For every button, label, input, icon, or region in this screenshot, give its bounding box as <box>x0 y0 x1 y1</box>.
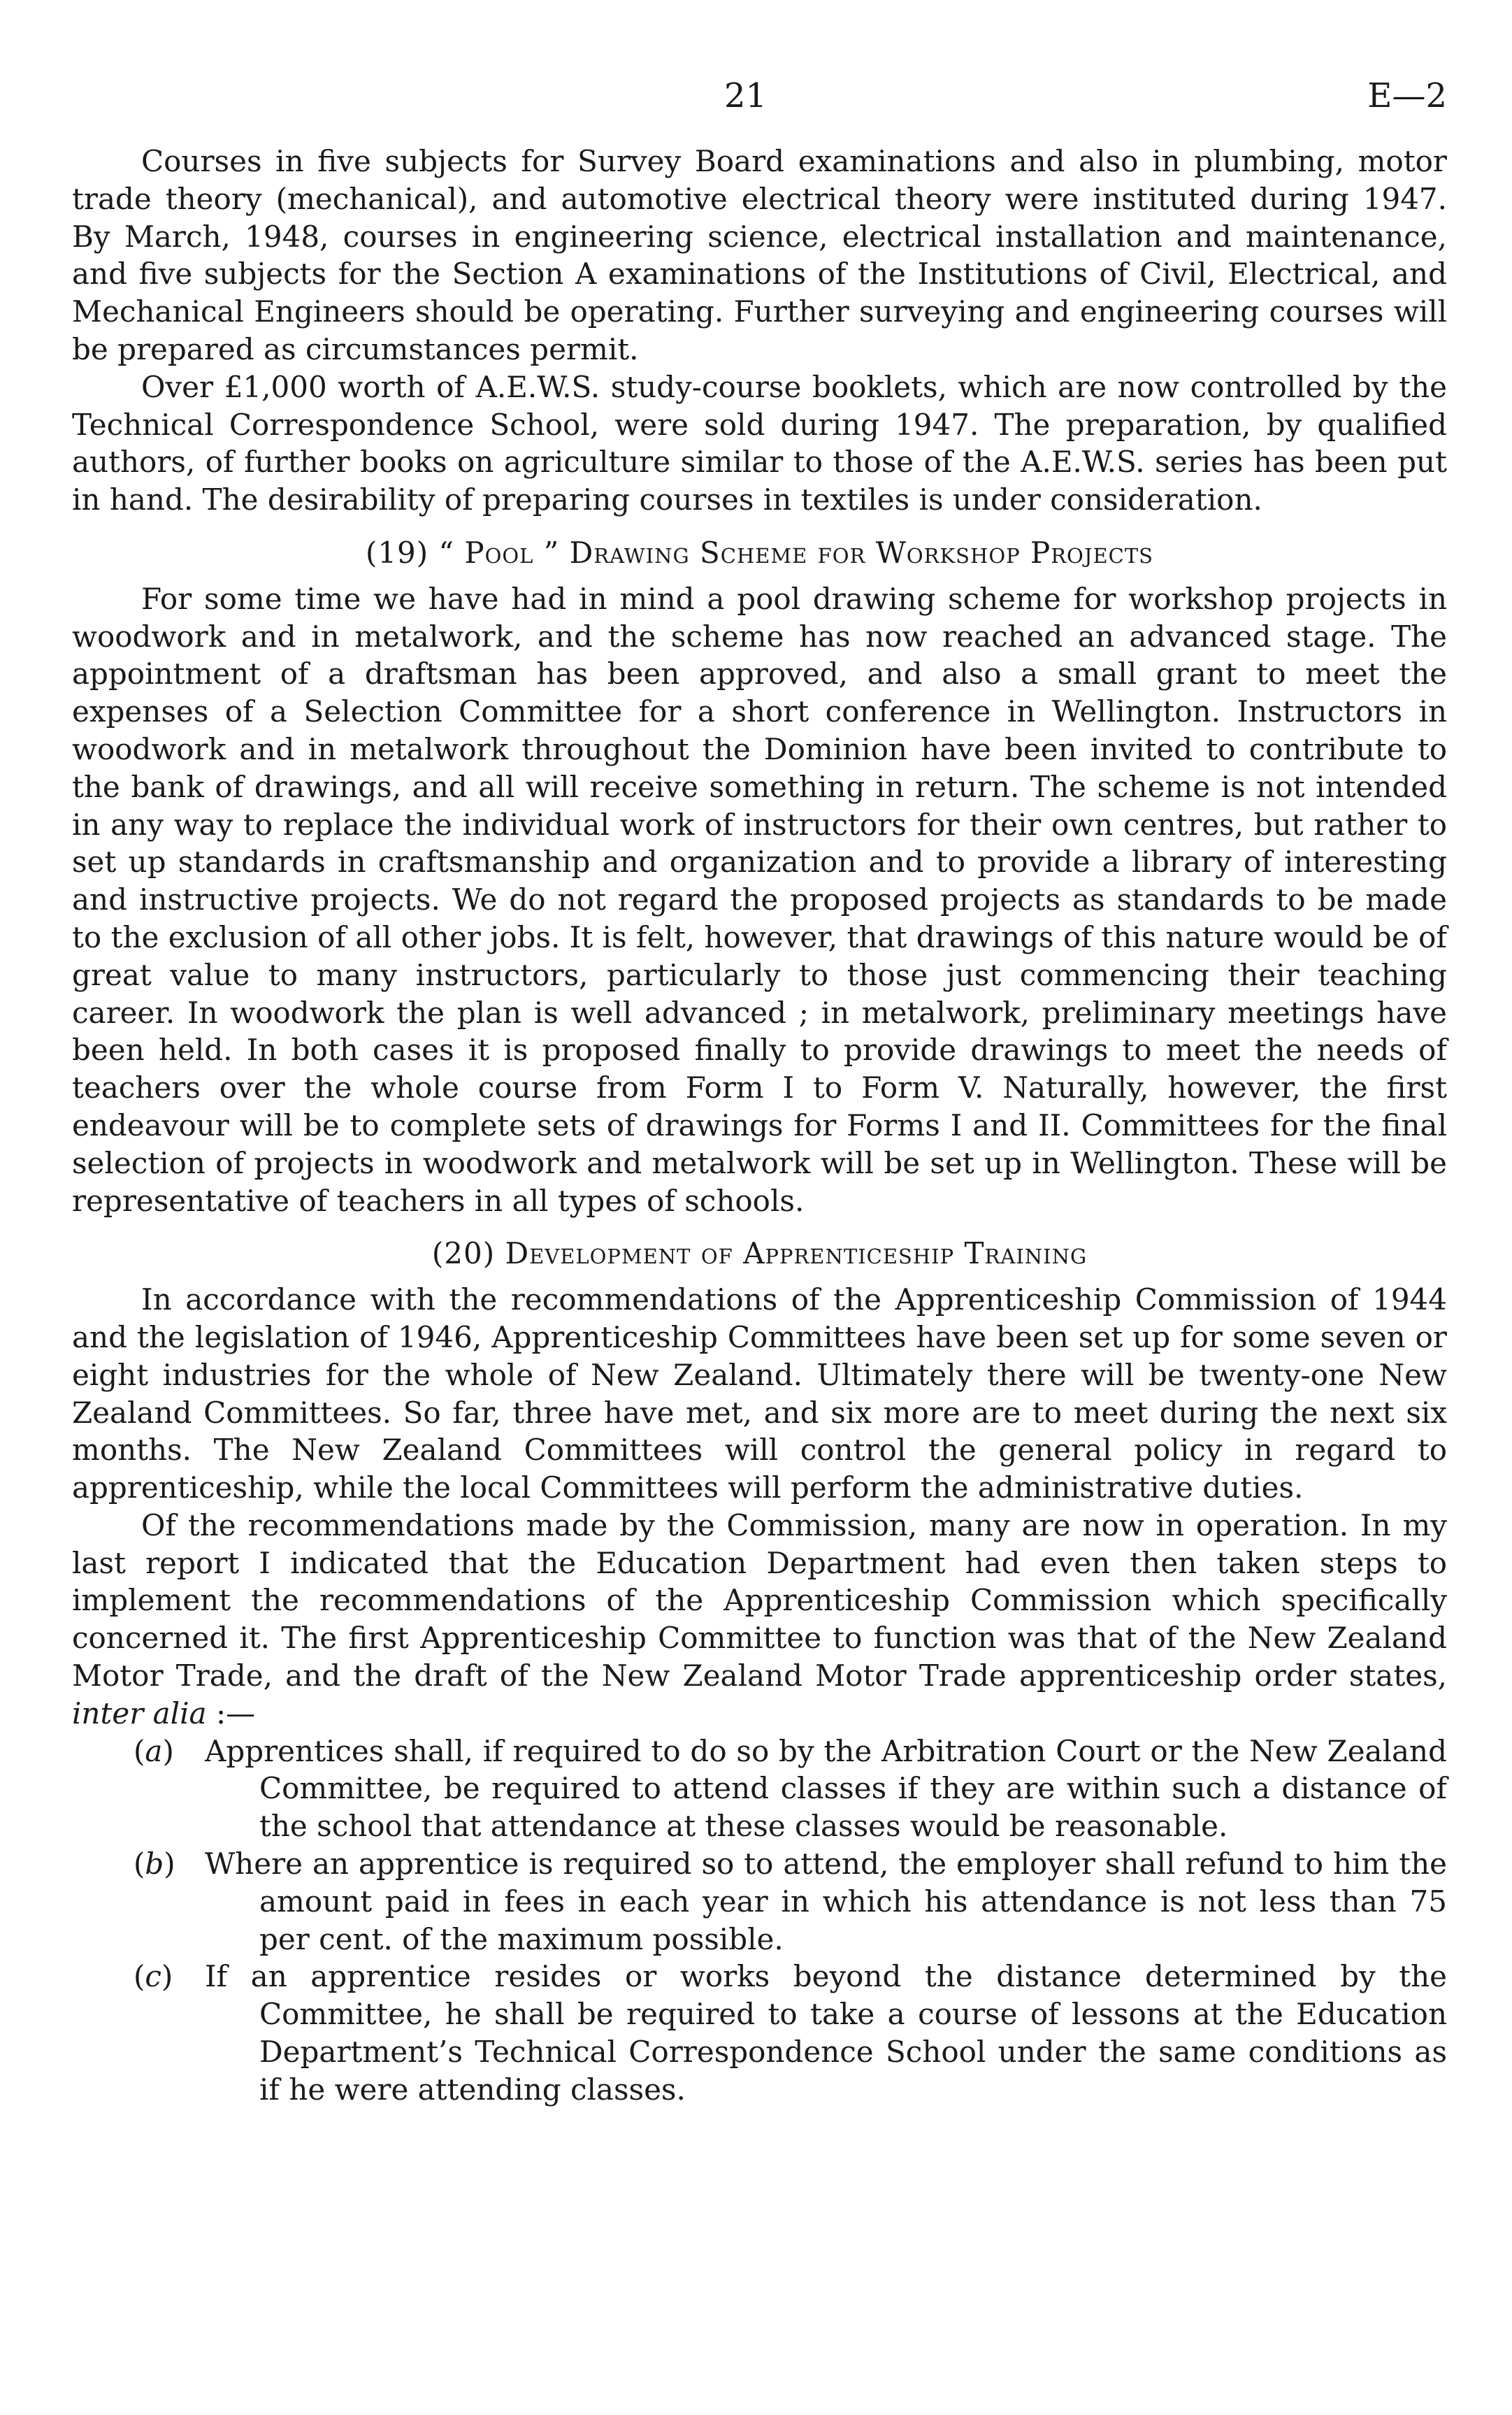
page-number: 21 <box>724 76 768 115</box>
section-19-heading: (19) “ Pool ” Drawing Scheme for Workshop Projects <box>365 535 1154 570</box>
body-text <box>72 143 1447 2109</box>
clause-letter: a <box>145 1733 163 1768</box>
inter-alia-phrase: inter alia <box>72 1696 207 1730</box>
clause-text: If an apprentice resides or works beyond the distance determined by the Committee, he shall be required to take a course of lessons at the Education Department’s Technical Correspondence School under the same conditions as if he were attending classes. <box>205 1959 1447 2107</box>
section-20-heading: (20) Development of Apprenticeship Training <box>431 1236 1088 1271</box>
clause-text: Apprentices shall, if required to do so by the Arbitration Court or the New Zealand Committee, be required to attend classes if they are within such a distance of the school that attendance at these classes would be reasonable. <box>205 1733 1447 1844</box>
clause-text: Where an apprentice is required so to attend, the employer shall refund to him the amount paid in fees in each year in which his attendance is not less than 75 per cent. of the maximum possible. <box>205 1847 1447 1956</box>
recommendations-text: Of the recommendations made by the Commission, many are now in operation. In my last report I indicated that the Education Department had even then taken steps to implement the recommendations of the Apprenticeship Commission which specifically concerned it. The first Apprenticeship Committee to function was that of the New Zealand Motor Trade, and the draft of the New Zealand Motor Trade apprenticeship order states, <box>72 1507 1447 1693</box>
clause-letter: c <box>145 1959 161 1994</box>
recommendations-colon: :— <box>215 1696 256 1730</box>
intro-paragraph-booklets: Over £1,000 worth of A.E.W.S. study-course booklets, which are now controlled by the Technical Correspondence School, were sold during 1947. The preparation, by qualified authors, of further books on agriculture similar to those of the A.E.W.S. series has been put in hand. The desirability of preparing courses in textiles is under consideration. <box>72 369 1447 517</box>
clause-item <box>72 1733 1447 1845</box>
document-reference: E—2 <box>1367 76 1447 115</box>
clause-marker: (a) <box>134 1733 174 1768</box>
running-head <box>72 64 1447 127</box>
section-19-paragraph: For some time we have had in mind a pool drawing scheme for workshop projects in woodwork and in metalwork, and the scheme has now reached an advanced stage. The appointment of a draftsman has been approved, and also a small grant to meet the expenses of a Selection Committee for a short conference in Wellington. Instructors in woodwork and in metalwork throughout the Dominion have been invited to contribute to the bank of drawings, and all will receive something in return. The scheme is not intended in any way to replace the individual work of instructors for their own centres, but rather to set up standards in craftsmanship and organization and to provide a library of interesting and instructive projects. We do not regard the proposed projects as standards to be made to the exclusion of all other jobs. It is felt, however, that drawings of this nature would be of great value to many instructors, particularly to those just commencing their teaching career. In woodwork the plan is well advanced ; in metalwork, preliminary meetings have been held. In both cases it is proposed finally to provide drawings to meet the needs of teachers over the whole course from Form I to Form V. Naturally, however, the first endeavour will be to complete sets of drawings for Forms I and II. Committees for the final selection of projects in woodwork and metalwork will be set up in Wellington. These will be representative of teachers in all types of schools. <box>72 581 1447 1218</box>
order-clauses-list <box>72 1733 1447 2109</box>
intro-paragraph-courses: Courses in five subjects for Survey Board examinations and also in plumbing, motor trade theory (mechanical), and automotive electrical theory were instituted during 1947. By March, 1948, courses in engineering science, electrical installation and maintenance, and five subjects for the Section A examinations of the Institutions of Civil, Electrical, and Mechanical Engineers should be operating. Further surveying and engineering courses will be prepared as circumstances permit. <box>72 144 1447 366</box>
clause-marker: (c) <box>134 1959 173 1994</box>
clause-item <box>72 1845 1447 1958</box>
clause-item <box>72 1958 1447 2108</box>
section-20-paragraph-recommendations <box>72 1507 1447 1733</box>
clause-letter: b <box>145 1847 164 1882</box>
section-20-paragraph-committees: In accordance with the recommendations of the Apprenticeship Commission of 1944 and the legislation of 1946, Apprenticeship Committees have been set up for some seven or eight industries for the whole of New Zealand. Ultimately there will be twenty-one New Zealand Committees. So far, three have met, and six more are to meet during the next six months. The New Zealand Committees will control the general policy in regard to apprenticeship, while the local Committees will perform the administrative duties. <box>72 1282 1447 1505</box>
clause-marker: (b) <box>134 1847 175 1882</box>
